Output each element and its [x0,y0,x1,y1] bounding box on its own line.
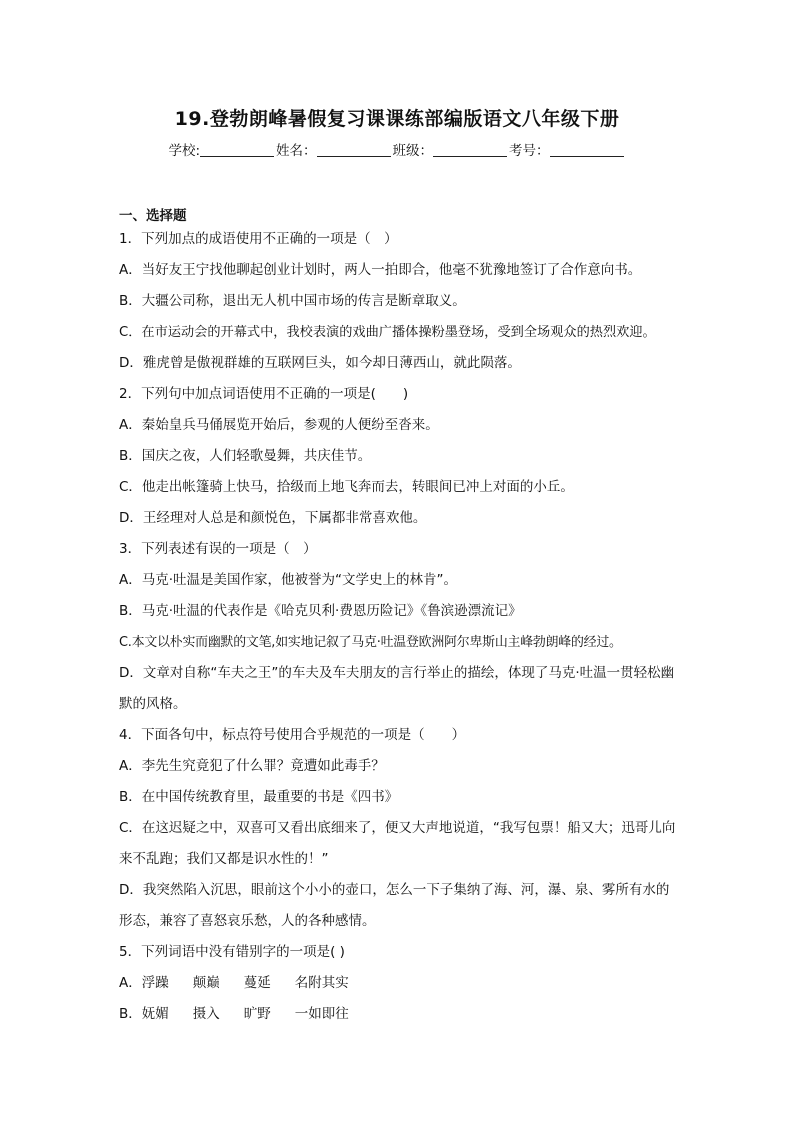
question-stem: 2．下列句中加点词语使用不正确的一项是( ) [119,386,409,402]
question-stem: 3．下列表述有误的一项是（ ） [119,541,317,557]
question-3 [119,534,679,720]
class-blank [433,142,507,157]
option-b [119,999,679,1030]
option-b: B．马克·吐温的代表作是《哈克贝利·费恩历险记》《鲁滨逊漂流记》 [119,603,522,619]
school-label: 学校: [168,143,201,159]
option-b: B．大疆公司称，退出无人机中国市场的传言是断章取义。 [119,293,466,309]
option-b-word-3: 旷野 [243,1006,271,1022]
option-d: D．我突然陷入沉思，眼前这个小小的壶口，怎么一下子集纳了海、河，瀑、泉、雾所有水的形态，兼容了喜怒哀乐愁，人的各种感情。 [119,882,670,929]
option-a: A．马克·吐温是美国作家，他被誉为“文学史上的林肯”。 [119,572,458,588]
question-5 [119,937,679,1030]
exam-no-label: 考号： [509,143,550,159]
option-c: C．在市运动会的开幕式中，我校表演的戏曲广播体操粉墨登场，受到全场观众的热烈欢迎。 [119,325,656,340]
exam-no-blank [550,142,624,157]
option-d: D．雅虎曾是傲视群雄的互联网巨头，如今却日薄西山，就此陨落。 [119,355,521,371]
question-2 [119,379,679,534]
question-stem: 5．下列词语中没有错别字的一项是( ) [119,944,345,960]
option-d: D．文章对自称“车夫之王”的车夫及车夫朋友的言行举止的描绘，体现了马克·吐温一贯轻松幽默的风格。 [119,665,675,712]
option-a-word-2: 颠巅 [192,975,220,991]
option-a [119,968,679,999]
question-stem: 1．下列加点的成语使用不正确的一项是（ ） [119,231,398,247]
option-a: A．李先生究竟犯了什么罪？竟遭如此毒手？ [119,758,385,774]
option-b-word-4: 一如即往 [294,1006,349,1022]
option-a: A．当好友王宁找他聊起创业计划时，两人一拍即合，他毫不犹豫地签订了合作意向书。 [119,262,642,278]
option-a-word-4: 名附其实 [294,975,349,991]
option-a-word-1: A．浮躁 [119,975,169,991]
question-4 [119,720,679,937]
page-title: 19.登勃朗峰暑假复习课课练部编版语文八年级下册 [174,108,620,130]
option-c: C．他走出帐篷骑上快马，拾级而上地飞奔而去，转眼间已冲上对面的小丘。 [119,479,574,495]
option-b-word-1: B．妩媚 [119,1006,169,1022]
option-a-word-3: 蔓延 [243,975,271,991]
option-c: C．在这迟疑之中，双喜可又看出底细来了，便又大声地说道，“我写包票！船又大；迅哥儿向来不乱跑；我们又都是识水性的！” [119,820,676,867]
section-heading: 一、选择题 [119,208,187,224]
school-blank [200,142,274,157]
question-1 [119,224,679,379]
class-label: 班级： [392,143,434,159]
name-blank [317,142,391,157]
name-label: 姓名： [276,143,317,159]
option-c: C.本文以朴实而幽默的文笔,如实地记叙了马克·吐温登欧洲阿尔卑斯山主峰勃朗峰的经过。 [119,635,622,650]
question-stem: 4．下面各句中，标点符号使用合乎规范的一项是（ ） [119,727,466,743]
questions-list [119,224,679,1030]
option-b-word-2: 摄入 [192,1006,220,1022]
option-b: B．国庆之夜，人们轻歌曼舞，共庆佳节。 [119,448,372,464]
student-info-line [0,139,794,159]
option-a: A．秦始皇兵马俑展览开始后，参观的人便纷至沓来。 [119,417,439,433]
option-b: B．在中国传统教育里，最重要的书是《四书》 [119,789,399,805]
option-d: D．王经理对人总是和颜悦色，下属都非常喜欢他。 [119,510,427,526]
